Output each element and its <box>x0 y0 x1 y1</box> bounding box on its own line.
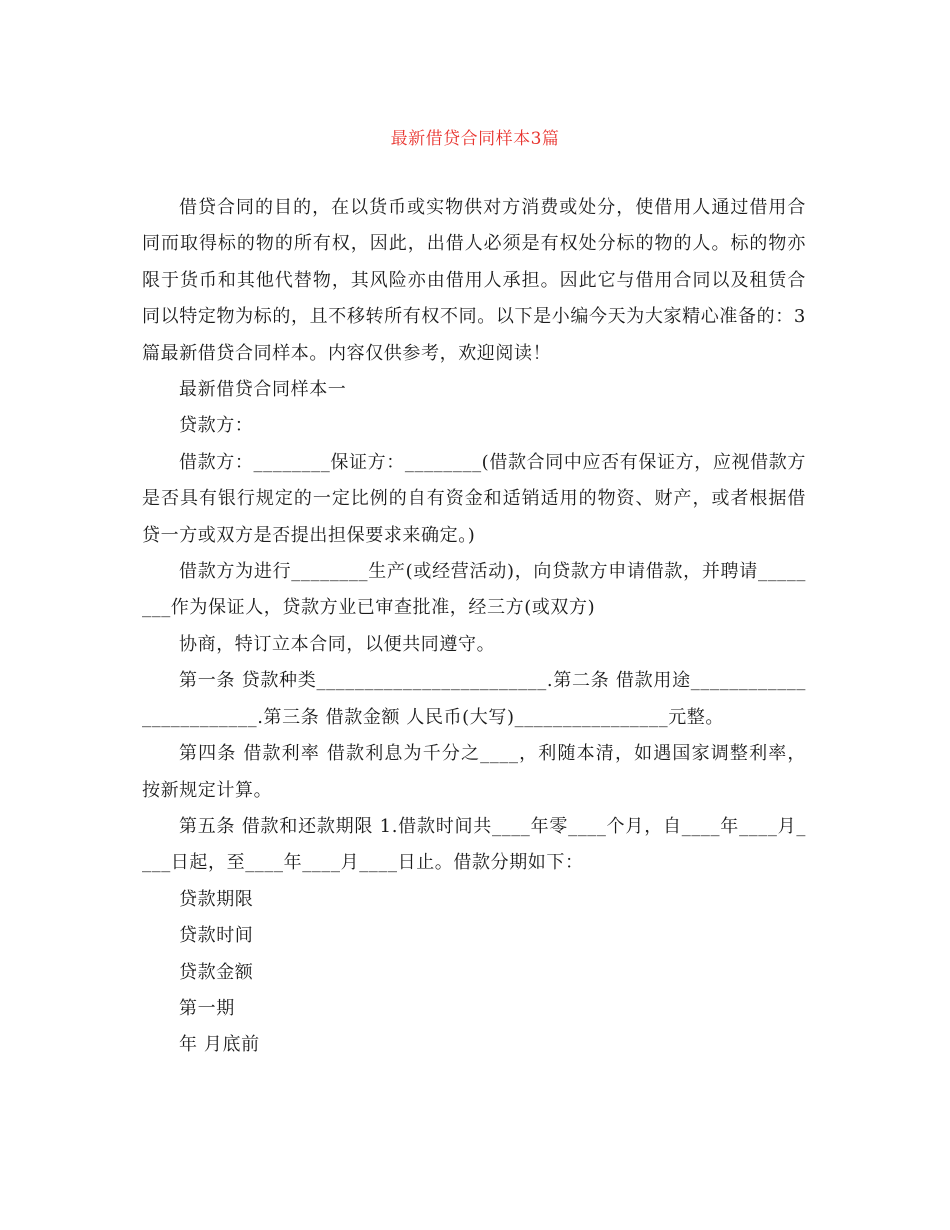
section-heading: 最新借贷合同样本一 <box>179 379 347 401</box>
article-5-paragraph: 第五条 借款和还款期限 1.借款时间共____年零____个月，自____年____月____日起，至____年____月____日止。借款分期如下： <box>142 815 806 874</box>
lender-line: 贷款方： <box>179 415 254 437</box>
intro-paragraph: 借贷合同的目的，在以货币或实物供对方消费或处分，使借用人通过借用合同而取得标的物的所有权，因此，出借人必须是有权处分标的物的人。标的物亦限于货币和其他代替物，其风险亦由借用人承担。因此它与借用合同以及租赁合同以特定物为标的，且不移转所有权不同。以下是小编今天为大家精心准备的：3篇最新借贷合同样本。内容仅供参考，欢迎阅读！ <box>142 197 806 364</box>
list-item: 贷款期限 <box>179 888 254 910</box>
document-title: 最新借贷合同样本3篇 <box>390 129 560 149</box>
borrower-guarantor-paragraph: 借款方：________保证方：________(借款合同中应否有保证方，应视借款方是否具有银行规定的一定比例的自有资金和适销适用的物资、财产，或者根据借贷一方或双方是否提出担保要求来确定。) <box>142 451 806 546</box>
articles-1-3-paragraph: 第一条 贷款种类________________________.第二条 借款用途________________________.第三条 借款金额 人民币(大写)________________元整。 <box>142 670 806 728</box>
list-item: 年 月底前 <box>179 1034 260 1056</box>
list-item: 贷款时间 <box>179 925 254 947</box>
document-body <box>142 190 806 1064</box>
list-item: 第一期 <box>179 997 235 1019</box>
purpose-paragraph: 借款方为进行________生产(或经营活动)，向贷款方申请借款，并聘请________作为保证人，贷款方业已审查批准，经三方(或双方) <box>142 561 806 619</box>
list-item: 贷款金额 <box>179 961 254 983</box>
agreement-paragraph: 协商，特订立本合同，以便共同遵守。 <box>179 633 496 655</box>
article-4-paragraph: 第四条 借款利率 借款利息为千分之____，利随本清，如遇国家调整利率，按新规定计算。 <box>142 743 806 801</box>
